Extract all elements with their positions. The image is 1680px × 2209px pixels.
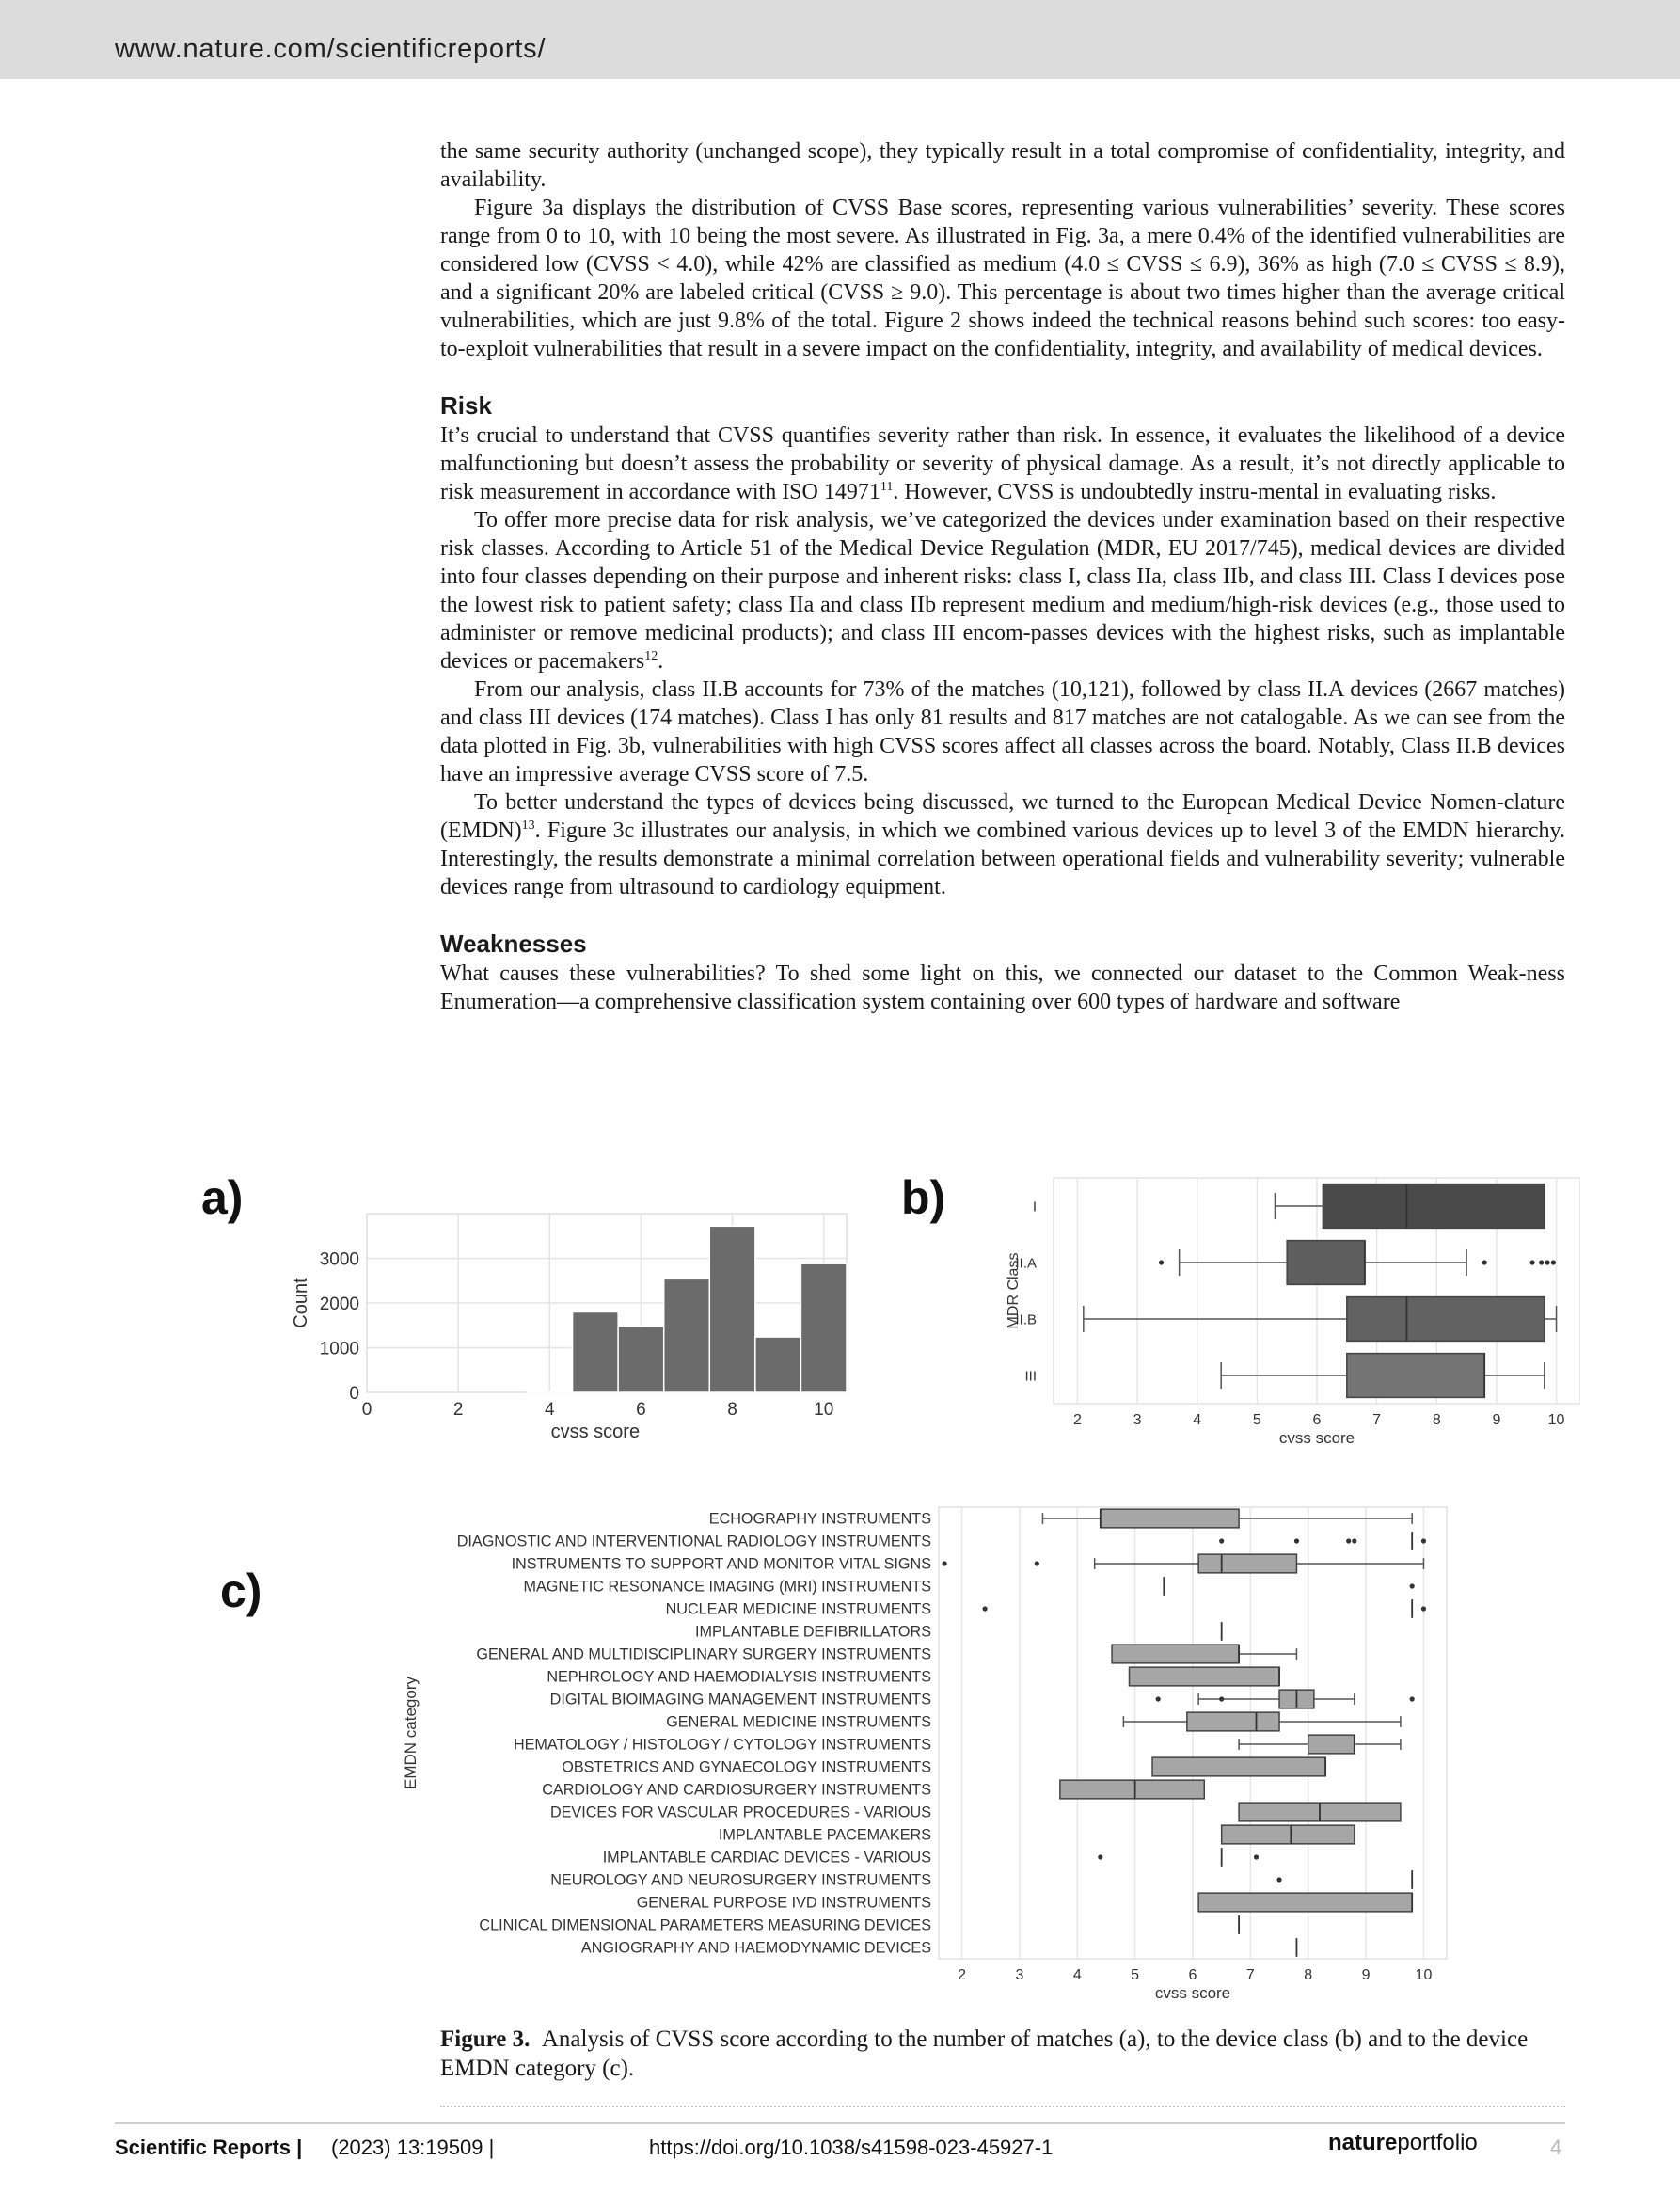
category-label: CLINICAL DIMENSIONAL PARAMETERS MEASURING DEVICES [479, 1916, 931, 1934]
histogram-bar [800, 1263, 847, 1392]
outlier-point [1156, 1696, 1161, 1701]
box [1060, 1780, 1204, 1799]
paragraph: the same security authority (unchanged scope), they typically result in a total compromise of confidentiality, integrity, and availability. [440, 139, 1565, 192]
x-axis-label: cvss score [1278, 1429, 1355, 1447]
brand-bold: nature [1328, 2130, 1398, 2155]
nature-portfolio-logo [1328, 2130, 1478, 2156]
reference-link[interactable]: 13 [521, 818, 535, 833]
category-label: II.A [1015, 1255, 1037, 1272]
paragraph-text: . However, CVSS is undoubtedly instru-mental in evaluating risks. [893, 480, 1497, 504]
outlier-point [1346, 1538, 1351, 1543]
y-tick-label: 0 [349, 1384, 359, 1404]
category-label: IMPLANTABLE CARDIAC DEVICES - VARIOUS [602, 1849, 931, 1867]
paragraph: What causes these vulnerabilities? To shed some light on this, we connected our dataset to the Common Weak-ness Enumeration—a comprehensive classification system containing over 600 types of hardware and software [440, 961, 1565, 1014]
x-tick-label: 7 [1372, 1412, 1382, 1428]
category-label: MAGNETIC RESONANCE IMAGING (MRI) INSTRUMENTS [523, 1578, 931, 1596]
outlier-point [1219, 1696, 1224, 1701]
chart-a-histogram [273, 1195, 875, 1439]
box [1130, 1667, 1280, 1686]
outlier-point [1539, 1260, 1544, 1264]
category-label: NEUROLOGY AND NEUROSURGERY INSTRUMENTS [550, 1871, 931, 1889]
page-number: 4 [1550, 2136, 1562, 2159]
category-label: GENERAL AND MULTIDISCIPLINARY SURGERY INSTRUMENTS [476, 1645, 931, 1663]
category-label: CARDIOLOGY AND CARDIOSURGERY INSTRUMENTS [542, 1781, 931, 1799]
outlier-point [943, 1561, 947, 1565]
category-label: NEPHROLOGY AND HAEMODIALYSIS INSTRUMENTS [547, 1668, 931, 1686]
box [1112, 1645, 1239, 1663]
box [1347, 1297, 1545, 1342]
category-label: III [1024, 1368, 1037, 1385]
x-tick-label: 4 [1072, 1967, 1082, 1983]
section-heading-risk: Risk [440, 391, 492, 420]
x-tick-label: 0 [361, 1400, 372, 1420]
panel-label-a: a) [201, 1171, 244, 1224]
paragraph [440, 421, 1565, 506]
panel-label-b: b) [901, 1171, 946, 1224]
x-tick-label: 4 [544, 1400, 555, 1420]
paragraph-text: . Figure 3c illustrates our analysis, in which we combined various devices up to level 3 of the EMDN hierarchy. Interestingly, the results demonstrate a minimal correlation between operational fields and vulnerability severity; vulnerable devices range from ultrasound to cardiology equipment. [440, 818, 1565, 899]
outlier-point [1276, 1877, 1281, 1882]
category-label: NUCLEAR MEDICINE INSTRUMENTS [665, 1600, 931, 1618]
x-tick-label: 4 [1193, 1412, 1202, 1428]
category-label: IMPLANTABLE PACEMAKERS [718, 1826, 931, 1844]
footer-doi-link[interactable]: https://doi.org/10.1038/s41598-023-45927-1 [649, 2136, 1054, 2159]
box [1198, 1554, 1296, 1573]
outlier-point [982, 1606, 987, 1611]
category-label: GENERAL PURPOSE IVD INSTRUMENTS [636, 1894, 931, 1912]
category-label: IMPLANTABLE DEFIBRILLATORS [695, 1623, 931, 1641]
x-tick-label: 2 [452, 1400, 464, 1420]
y-tick-label: 2000 [319, 1295, 359, 1314]
footer-journal: Scientific Reports | [115, 2136, 303, 2159]
category-label: DEVICES FOR VASCULAR PROCEDURES - VARIOUS [549, 1804, 931, 1821]
section-heading-weaknesses: Weaknesses [440, 930, 587, 958]
x-tick-label: 8 [1304, 1967, 1313, 1983]
x-tick-label: 2 [958, 1967, 966, 1983]
paragraph-text: It’s crucial to understand that CVSS quantifies severity rather than risk. In essence, it evaluates the likelihood of a device malfunctioning but doesn’t assess the probability or severity of physical damage. As a result, it’s not directly applicable to risk measurement in accordance with ISO 14971 [440, 423, 1565, 504]
box [1198, 1893, 1412, 1912]
category-label: INSTRUMENTS TO SUPPORT AND MONITOR VITAL SIGNS [511, 1555, 931, 1573]
outlier-point [1219, 1538, 1224, 1543]
box [1152, 1757, 1325, 1776]
outlier-point [1410, 1696, 1415, 1701]
divider [115, 2122, 1565, 2124]
category-label: OBSTETRICS AND GYNAECOLOGY INSTRUMENTS [562, 1758, 931, 1776]
paragraph [440, 506, 1565, 675]
outlier-point [1294, 1538, 1299, 1543]
divider [440, 2106, 1565, 2107]
paragraph: Figure 3a displays the distribution of CVSS Base scores, representing various vulnerabilities’ severity. These scores range from 0 to 10, with 10 being the most severe. As illustrated in Fig. 3a, a mere 0.4% of the identified vulnerabilities are considered low (CVSS < 4.0), while 42% are classified as medium (4.0 ≤ CVSS ≤ 6.9), 36% as high (7.0 ≤ CVSS ≤ 8.9), and a significant 20% are labeled critical (CVSS ≥ 9.0). This percentage is about two times higher than the average critical vulnerabilities, which are just 9.8% of the total. Figure 2 shows indeed the technical reasons behind such scores: too easy-to-exploit vulnerabilities that result in a severe impact on the confidentiality, integrity, and availability of medical devices. [440, 196, 1565, 361]
top-bar [0, 0, 1680, 79]
box [1323, 1184, 1544, 1229]
outlier-point [1352, 1538, 1356, 1543]
figure-caption [440, 2025, 1565, 2083]
x-tick-label: 9 [1492, 1412, 1501, 1428]
outlier-point [1545, 1260, 1549, 1264]
outlier-point [1551, 1260, 1556, 1264]
x-tick-label: 9 [1361, 1967, 1371, 1983]
histogram-bar [527, 1391, 573, 1392]
category-label: DIAGNOSTIC AND INTERVENTIONAL RADIOLOGY INSTRUMENTS [456, 1533, 931, 1550]
x-tick-label: 5 [1252, 1412, 1261, 1428]
y-axis-label: MDR Class [1006, 1252, 1022, 1329]
box [1308, 1735, 1355, 1754]
x-tick-label: 10 [1415, 1967, 1433, 1983]
chart-c-boxplot [395, 1496, 1449, 2009]
category-label: I [1032, 1199, 1037, 1216]
category-label: II.B [1015, 1311, 1037, 1328]
x-tick-label: 10 [1547, 1412, 1565, 1428]
x-axis-label: cvss score [550, 1422, 641, 1439]
x-tick-label: 6 [1188, 1967, 1197, 1983]
box [1187, 1712, 1279, 1731]
category-label: ANGIOGRAPHY AND HAEMODYNAMIC DEVICES [580, 1939, 931, 1957]
outlier-point [1482, 1260, 1487, 1264]
y-tick-label: 1000 [319, 1339, 359, 1359]
outlier-point [1529, 1260, 1534, 1264]
outlier-point [1035, 1561, 1039, 1565]
panel-label-c: c) [220, 1565, 262, 1617]
outlier-point [1254, 1854, 1259, 1859]
paragraph: From our analysis, class II.B accounts for 73% of the matches (10,121), followed by class II.A devices (2667 matches) and class III devices (174 matches). Class I has only 81 results and 817 matches are not catalogable. As we can see from the data plotted in Fig. 3b, vulnerabilities with high CVSS scores affect all classes across the board. Notably, Class II.B devices have an impressive average CVSS score of 7.5. [440, 677, 1565, 787]
brand-light: portfolio [1397, 2130, 1478, 2155]
category-label: ECHOGRAPHY INSTRUMENTS [708, 1510, 931, 1528]
category-label: DIGITAL BIOIMAGING MANAGEMENT INSTRUMENTS [549, 1691, 931, 1708]
site-url[interactable]: www.nature.com/scientificreports/ [115, 34, 547, 64]
box [1222, 1825, 1355, 1844]
histogram-bar [664, 1279, 710, 1392]
x-axis-label: cvss score [1154, 1984, 1231, 2002]
box [1287, 1241, 1365, 1285]
outlier-point [1421, 1606, 1426, 1611]
article-body [440, 137, 1565, 1016]
outlier-point [1410, 1583, 1415, 1588]
caption-text: Analysis of CVSS score according to the number of matches (a), to the device class (b) and to the device EMDN category (c). [440, 2026, 1529, 2081]
histogram-bar [755, 1337, 801, 1392]
x-tick-label: 10 [814, 1400, 834, 1420]
category-label: HEMATOLOGY / HISTOLOGY / CYTOLOGY INSTRUMENTS [513, 1736, 931, 1754]
x-tick-label: 6 [636, 1400, 646, 1420]
y-axis-label: Count [291, 1278, 311, 1328]
category-label: GENERAL MEDICINE INSTRUMENTS [666, 1713, 931, 1731]
caption-label: Figure 3. [440, 2026, 531, 2052]
box [1101, 1509, 1239, 1528]
paragraph-text: To better understand the types of devices being discussed, we turned to the European Medical Device Nomen-clature (EMDN) [440, 790, 1565, 843]
x-tick-label: 3 [1133, 1412, 1142, 1428]
reference-link[interactable]: 11 [880, 480, 894, 494]
chart-b-boxplot [997, 1167, 1580, 1449]
x-tick-label: 6 [1312, 1412, 1322, 1428]
y-axis-label: EMDN category [402, 1677, 420, 1789]
box [1347, 1354, 1484, 1398]
x-tick-label: 3 [1015, 1967, 1024, 1983]
outlier-point [1159, 1260, 1164, 1264]
histogram-bar [709, 1226, 755, 1392]
x-tick-label: 2 [1073, 1412, 1082, 1428]
paragraph-text: To offer more precise data for risk analysis, we’ve categorized the devices under examination based on their respective risk classes. According to Article 51 of the Medical Device Regulation (MDR, EU 2017/745), medical devices are divided into four classes depending on their purpose and inherent risks: class I, class IIa, class IIb, and class III. Class I devices pose the lowest risk to patient safety; class IIa and class IIb represent medium and medium/high-risk devices (e.g., those used to administer or remove medicinal products); and class III encom-passes devices with the highest risks, such as implantable devices or pacemakers [440, 508, 1565, 674]
histogram-bar [573, 1312, 619, 1393]
reference-link[interactable]: 12 [644, 649, 658, 663]
footer-citation: (2023) 13:19509 | [331, 2136, 495, 2159]
x-tick-label: 8 [1432, 1412, 1441, 1428]
paragraph [440, 788, 1565, 901]
y-tick-label: 3000 [319, 1249, 359, 1270]
histogram-bar [618, 1327, 664, 1392]
x-tick-label: 8 [727, 1400, 737, 1420]
x-tick-label: 5 [1131, 1967, 1140, 1983]
outlier-point [1098, 1854, 1102, 1859]
outlier-point [1421, 1538, 1426, 1543]
x-tick-label: 7 [1245, 1967, 1255, 1983]
paragraph-text: . [658, 649, 664, 674]
